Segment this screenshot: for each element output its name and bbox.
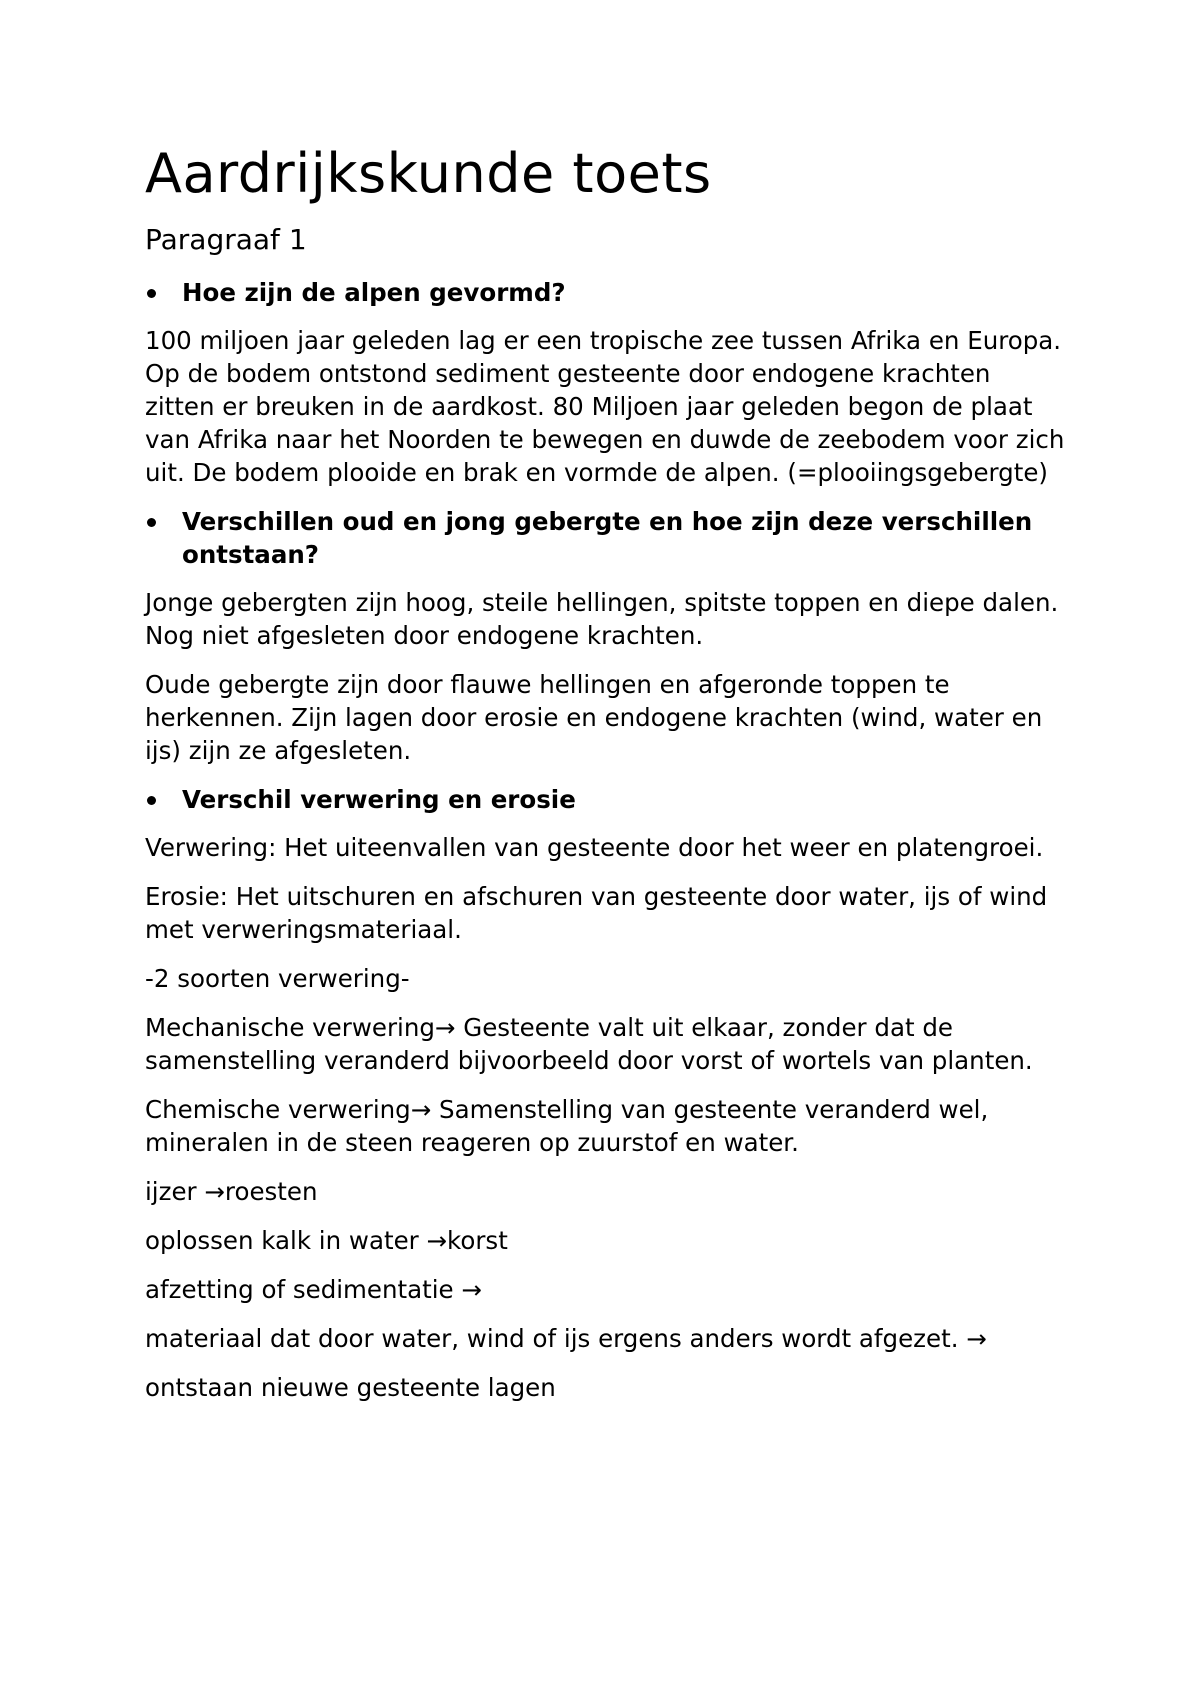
example-kalk: oplossen kalk in water →korst: [145, 1225, 508, 1255]
answer-alpen: 100 miljoen jaar geleden lag er een tropische zee tussen Afrika en Europa. Op de bodem ontstond sediment gesteente door endogene krachten zitten er breuken in de aardkost. 80 Miljoen jaar geleden begon de plaat van Afrika naar het Noorden te bewegen en duwde de zeebodem voor zich uit. De bodem plooide en brak en vormde de alpen. (=plooiingsgebergte): [145, 325, 1065, 487]
example-ijzer: ijzer →roesten: [145, 1176, 318, 1206]
definition-verwering: Verwering: Het uiteenvallen van gesteente door het weer en platengroei.: [145, 832, 1044, 862]
document-title: Aardrijkskunde toets: [145, 142, 712, 205]
definition-erosie: Erosie: Het uitschuren en afschuren van gesteente door water, ijs of wind met verweringsmateriaal.: [145, 881, 1048, 944]
paragraph-heading: Paragraaf 1: [145, 222, 307, 256]
afzetting-line: afzetting of sedimentatie →: [145, 1274, 482, 1304]
chemische-verwering: Chemische verwering→ Samenstelling van gesteente veranderd wel, mineralen in de steen reageren op zuurstof en water.: [145, 1094, 989, 1157]
answer-oud-gebergte: Oude gebergte zijn door flauwe hellingen en afgeronde toppen te herkennen. Zijn lagen door erosie en endogene krachten (wind, water en ijs) zijn ze afgesleten.: [145, 669, 1043, 765]
answer-jong-gebergte: Jonge gebergten zijn hoog, steile hellingen, spitste toppen en diepe dalen. Nog niet afgesleten door endogene krachten.: [145, 587, 1059, 650]
question-gebergte: Verschillen oud en jong gebergte en hoe zijn deze verschillen ontstaan?: [145, 505, 1065, 571]
question-alpen: Hoe zijn de alpen gevormd?: [145, 276, 1065, 309]
mechanische-verwering: Mechanische verwering→ Gesteente valt uit elkaar, zonder dat de samenstelling veranderd bijvoorbeeld door vorst of wortels van planten.: [145, 1012, 1033, 1075]
ontstaan-line: ontstaan nieuwe gesteente lagen: [145, 1372, 556, 1402]
soorten-verwering: -2 soorten verwering-: [145, 963, 410, 993]
document-page: [145, 140, 1065, 1420]
question-verwering-erosie: Verschil verwering en erosie: [145, 783, 1065, 816]
materiaal-line: materiaal dat door water, wind of ijs ergens anders wordt afgezet. →: [145, 1323, 987, 1353]
